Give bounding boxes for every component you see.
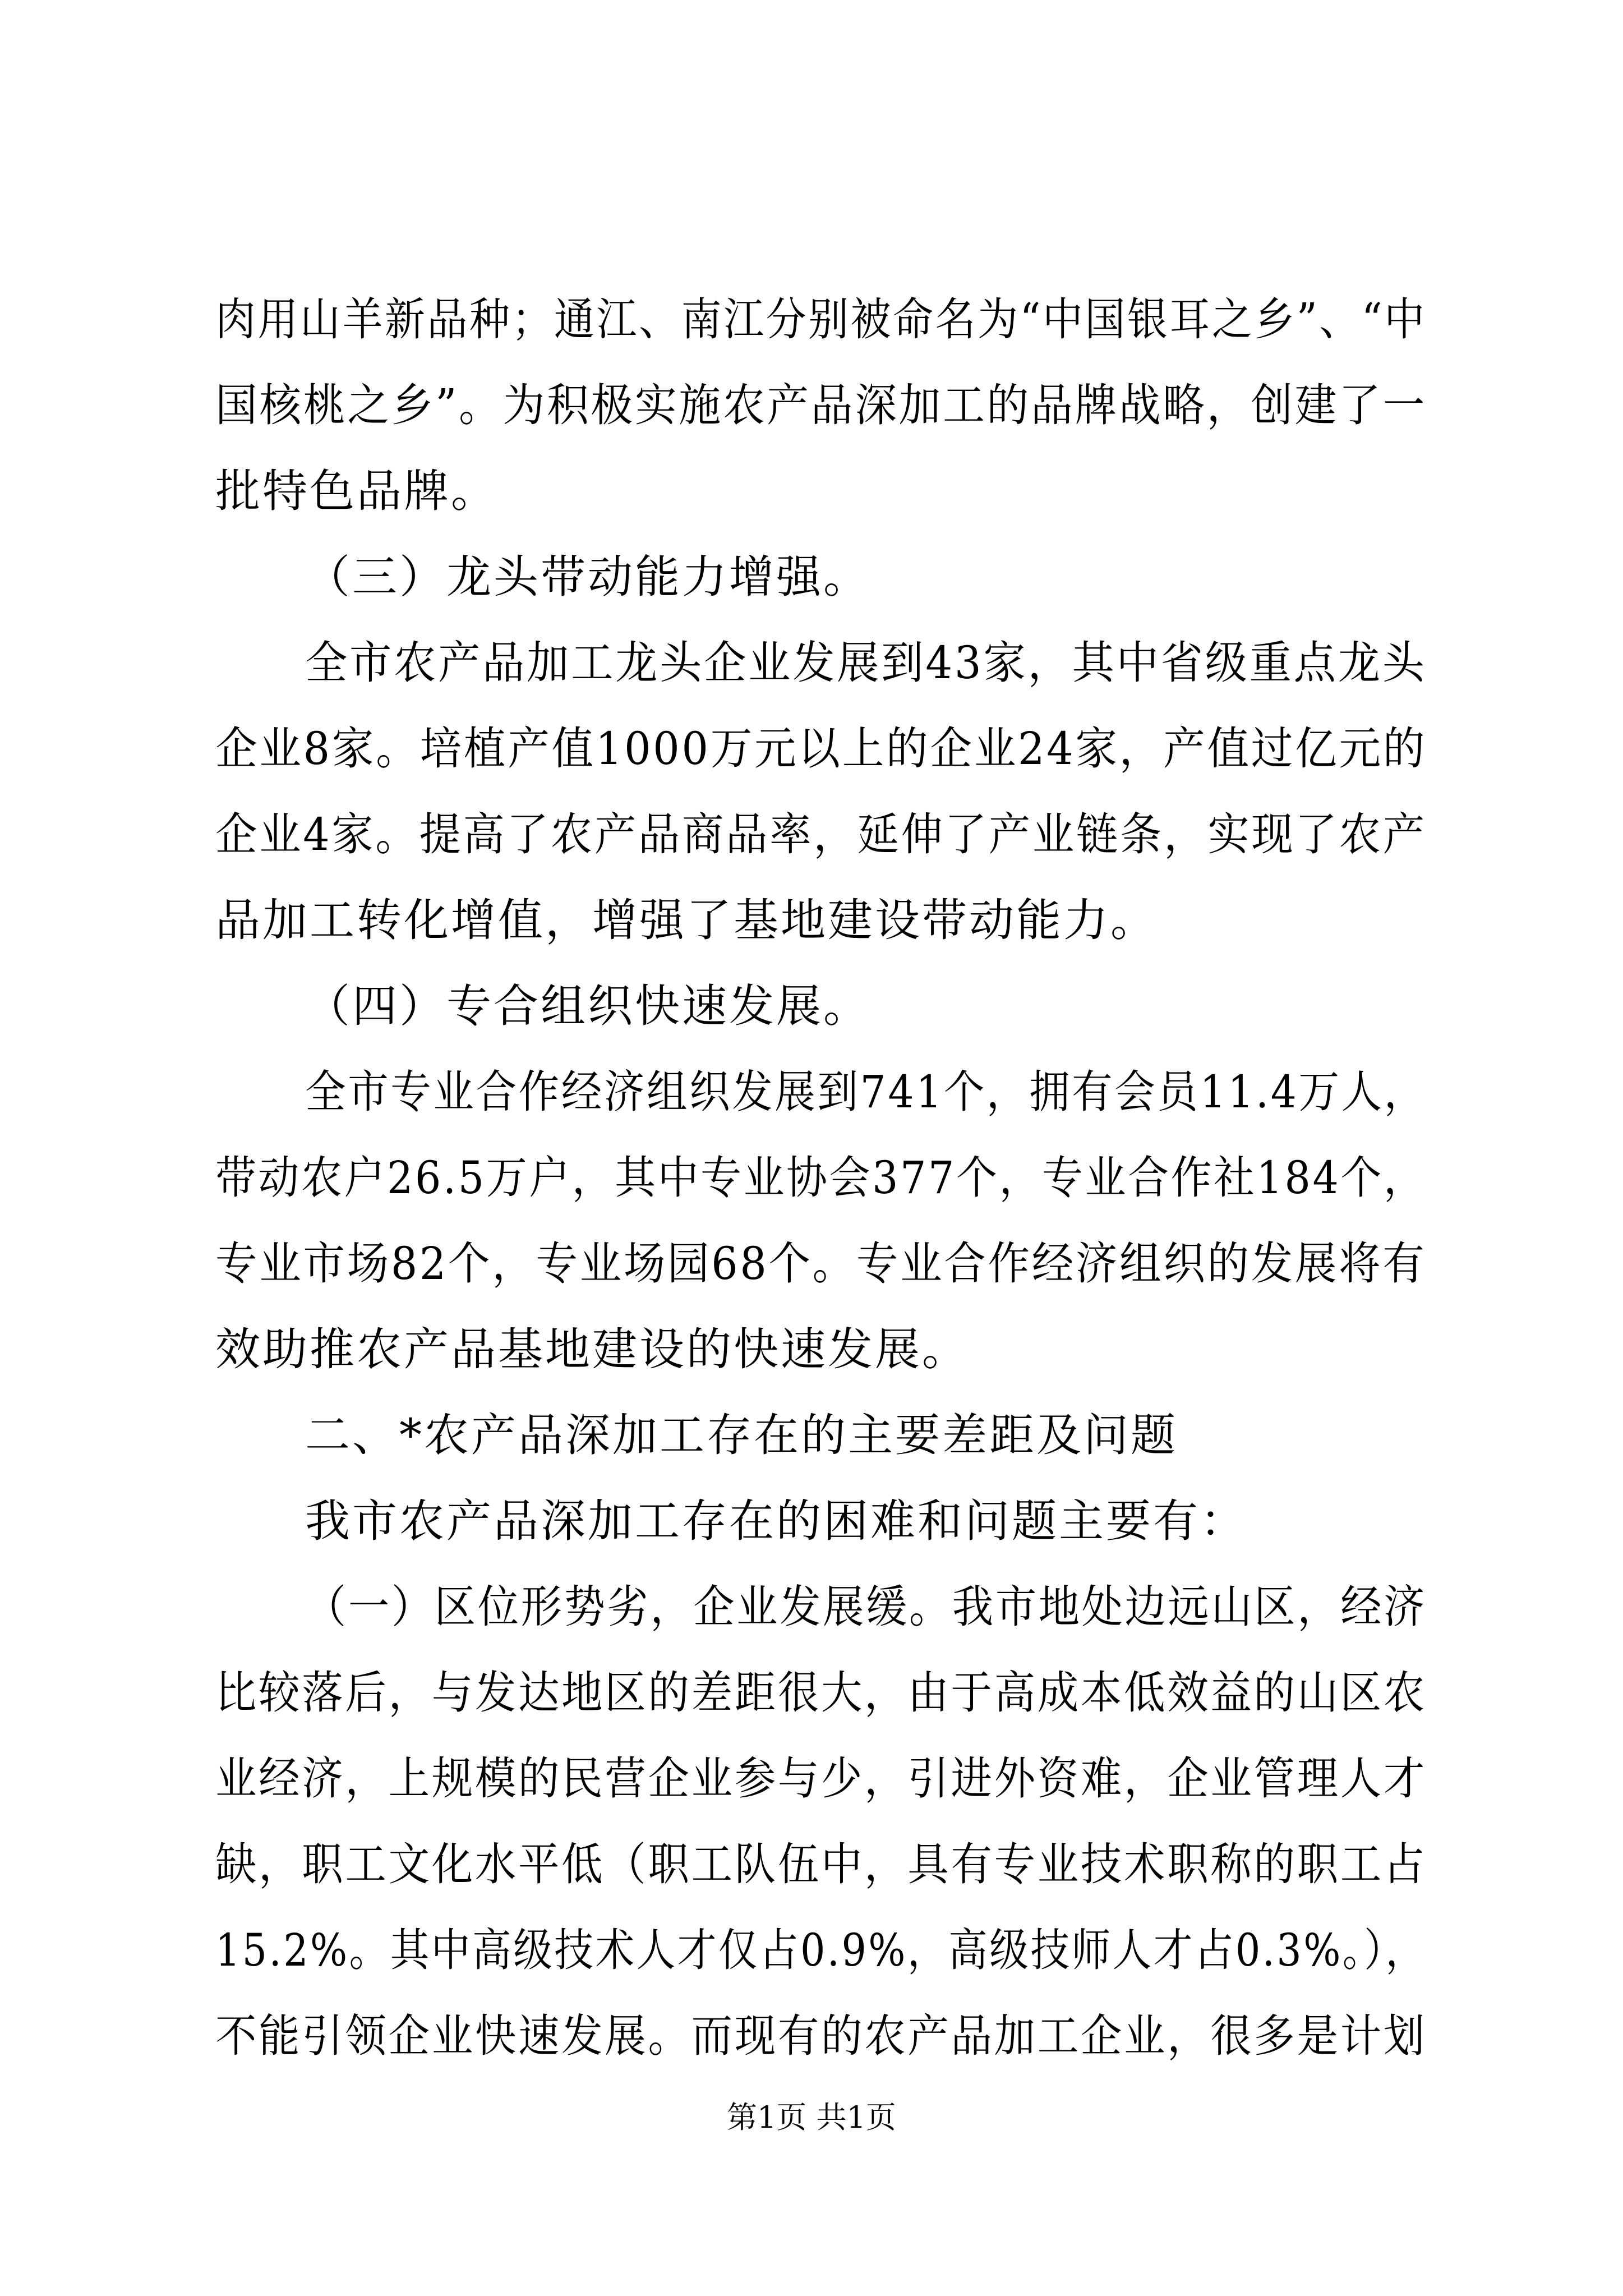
- text-line: 业经济，上规模的民营企业参与少，引进外资难，企业管理人才: [215, 1752, 1427, 1805]
- section-heading: （四）专合组织快速发展。: [305, 980, 870, 1032]
- text-line: 缺，职工文化水平低（职工队伍中，具有专业技术职称的职工占: [215, 1838, 1427, 1890]
- text-line: 带动农户26.5万户，其中专业协会377个，专业合作社184个，: [215, 1152, 1427, 1204]
- paragraph-first-line: 我市农产品深加工存在的困难和问题主要有：: [305, 1495, 1247, 1547]
- text-line: 专业市场82个，专业场园68个。专业合作经济组织的发展将有: [215, 1237, 1427, 1290]
- text-line: 企业8家。培植产值1000万元以上的企业24家，产值过亿元的: [215, 723, 1427, 775]
- page-footer: 第1页 共1页: [727, 2100, 896, 2135]
- text-line: 国核桃之乡”。为积极实施农产品深加工的品牌战略，创建了一: [215, 379, 1427, 431]
- text-line: 品加工转化增值，增强了基地建设带动能力。: [215, 894, 1158, 946]
- text-line: 不能引领企业快速发展。而现有的农产品加工企业，很多是计划: [215, 2010, 1427, 2062]
- paragraph-first-line: 全市专业合作经济组织发展到741个，拥有会员11.4万人，: [305, 1066, 1427, 1118]
- section-heading: 二、*农产品深加工存在的主要差距及问题: [305, 1409, 1178, 1461]
- paragraph-first-line: （一）区位形势劣，企业发展缓。我市地处边远山区，经济: [305, 1581, 1427, 1633]
- text-line: 比较落后，与发达地区的差距很大，由于高成本低效益的山区农: [215, 1667, 1427, 1719]
- text-line: 企业4家。提高了农产品商品率，延伸了产业链条，实现了农产: [215, 808, 1427, 861]
- text-line: 15.2%。其中高级技术人才仅占0.9%，高级技师人才占0.3%。），: [215, 1924, 1427, 1976]
- text-line: 效助推农产品基地建设的快速发展。: [215, 1323, 969, 1375]
- text-line: 肉用山羊新品种；通江、南江分别被命名为“中国银耳之乡”、“中: [215, 293, 1427, 346]
- text-line: 批特色品牌。: [215, 465, 498, 517]
- section-heading: （三）龙头带动能力增强。: [305, 551, 870, 603]
- paragraph-first-line: 全市农产品加工龙头企业发展到43家，其中省级重点龙头: [305, 637, 1427, 689]
